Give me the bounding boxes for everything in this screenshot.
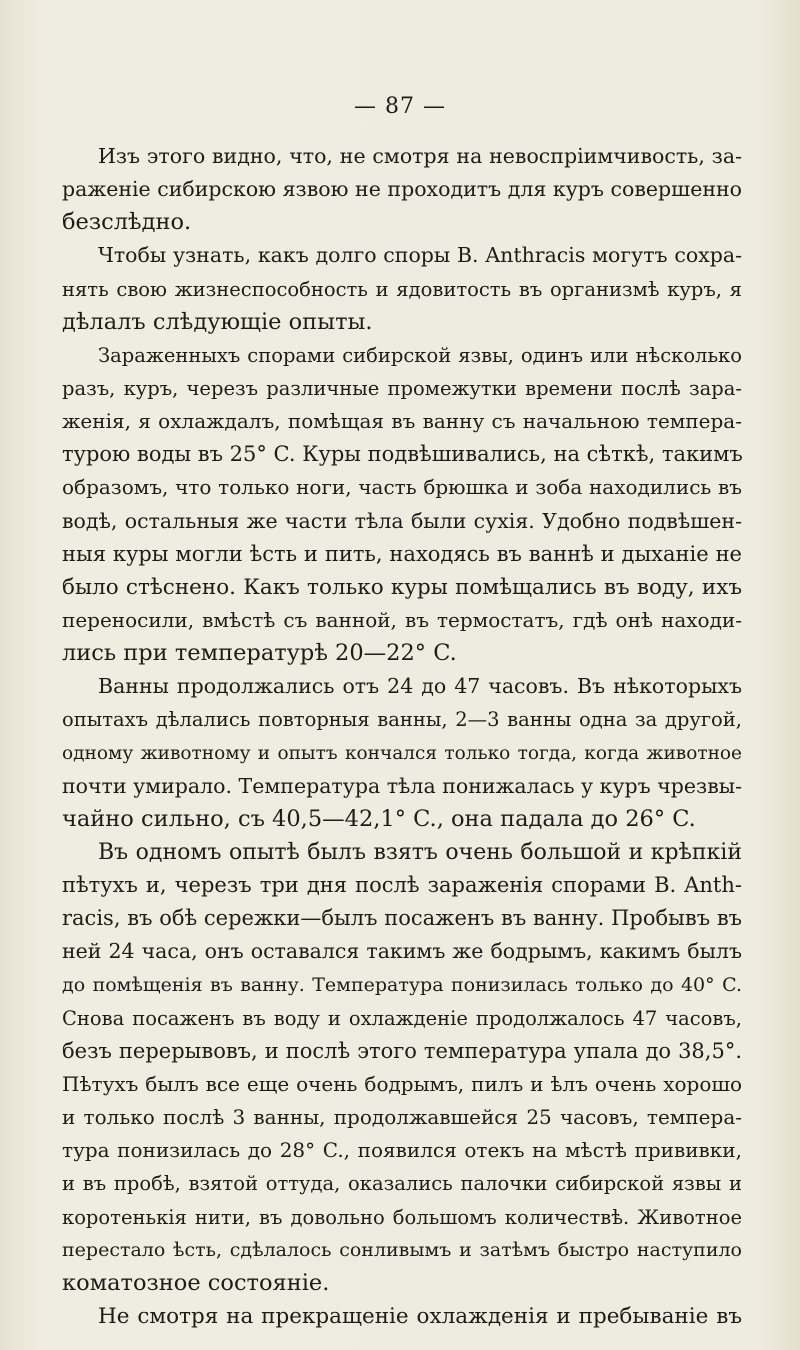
text-line: коматозное состояніе.	[62, 1269, 330, 1296]
text-line: переносили, вмѣстѣ съ ванной, въ термостатъ, гдѣ онѣ находи-	[62, 607, 742, 632]
text-line: коротенькія нити, въ довольно большомъ количествѣ. Животное	[62, 1205, 742, 1229]
text-line: водѣ, остальныя же части тѣла были сухія. Удобно подвѣшен-	[62, 508, 742, 533]
text-line: раженіе сибирскою язвою не проходитъ для куръ совершенно	[62, 177, 742, 202]
text-line: Не смотря на прекращеніе охлажденія и пребываніе въ	[98, 1303, 742, 1329]
text-line: разъ, куръ, черезъ различные промежутки времени послѣ зара-	[62, 376, 742, 400]
text-line: Снова посаженъ въ воду и охлажденіе продолжалось 47 часовъ,	[62, 1006, 742, 1030]
text-line: Изъ этого видно, что, не смотря на невоспріимчивость, за-	[98, 144, 742, 168]
text-line: Въ одномъ опытѣ былъ взятъ очень большой и крѣпкій	[98, 839, 742, 865]
text-line: опытахъ дѣлались повторныя ванны, 2—3 ванны одна за другой,	[62, 708, 742, 732]
text-line: нять свою жизнеспособность и ядовитость въ организмѣ куръ, я	[62, 277, 742, 301]
text-line: racis, въ обѣ сережки—былъ посаженъ въ ванну. Пробывъ въ	[62, 906, 742, 931]
text-line: одному животному и опытъ кончался только тогда, когда животное	[62, 742, 742, 764]
text-line: Чтобы узнать, какъ долго споры B. Anthracis могутъ сохра-	[98, 243, 742, 268]
text-line: безслѣдно.	[62, 209, 192, 236]
text-line: Пѣтухъ былъ все еще очень бодрымъ, пилъ и ѣлъ очень хорошо	[62, 1071, 742, 1096]
body-text	[62, 140, 742, 1333]
text-line: Ванны продолжались отъ 24 до 47 часовъ. Въ нѣкоторыхъ	[98, 674, 742, 699]
text-line: перестало ѣсть, сдѣлалось сонливымъ и затѣмъ быстро наступило	[62, 1238, 742, 1261]
text-line: пѣтухъ и, черезъ три дня послѣ зараженія спорами B. Anth-	[62, 873, 742, 898]
text-line: и въ пробѣ, взятой оттуда, оказались палочки сибирской язвы и	[62, 1172, 742, 1196]
text-line: образомъ, что только ноги, часть брюшка и зоба находились въ	[62, 475, 742, 500]
text-line: до помѣщенія въ ванну. Температура понизилась только до 40° C.	[62, 973, 742, 996]
text-line: Зараженныхъ спорами сибирской язвы, одинъ или нѣсколько	[98, 343, 742, 367]
text-line: турою воды въ 25° C. Куры подвѣшивались, на сѣткѣ, такимъ	[62, 442, 743, 467]
page-number: — 87 —	[354, 94, 446, 119]
text-line: тура понизилась до 28° C., появился отекъ на мѣстѣ прививки,	[62, 1138, 742, 1163]
text-line: и только послѣ 3 ванны, продолжавшейся 25 часовъ, темпера-	[62, 1105, 742, 1130]
text-line: было стѣснено. Какъ только куры помѣщались въ воду, ихъ	[62, 574, 742, 600]
text-line: безъ перерывовъ, и послѣ этого температура упала до 38,5°.	[62, 1038, 742, 1063]
text-line: почти умирало. Температура тѣла понижалась у куръ чрезвы-	[62, 773, 742, 798]
text-line: чайно сильно, съ 40,5—42,1° C., она падала до 26° C.	[62, 805, 696, 832]
text-line: лись при температурѣ 20—22° C.	[62, 640, 457, 667]
text-line: ныя куры могли ѣсть и пить, находясь въ ваннѣ и дыханіе не	[62, 541, 742, 566]
text-line: женія, я охлаждалъ, помѣщая въ ванну съ начальною темпера-	[62, 409, 742, 434]
text-line: ней 24 часа, онъ оставался такимъ же бодрымъ, какимъ былъ	[62, 939, 742, 964]
text-line: дѣлалъ слѣдующіе опыты.	[62, 308, 373, 335]
